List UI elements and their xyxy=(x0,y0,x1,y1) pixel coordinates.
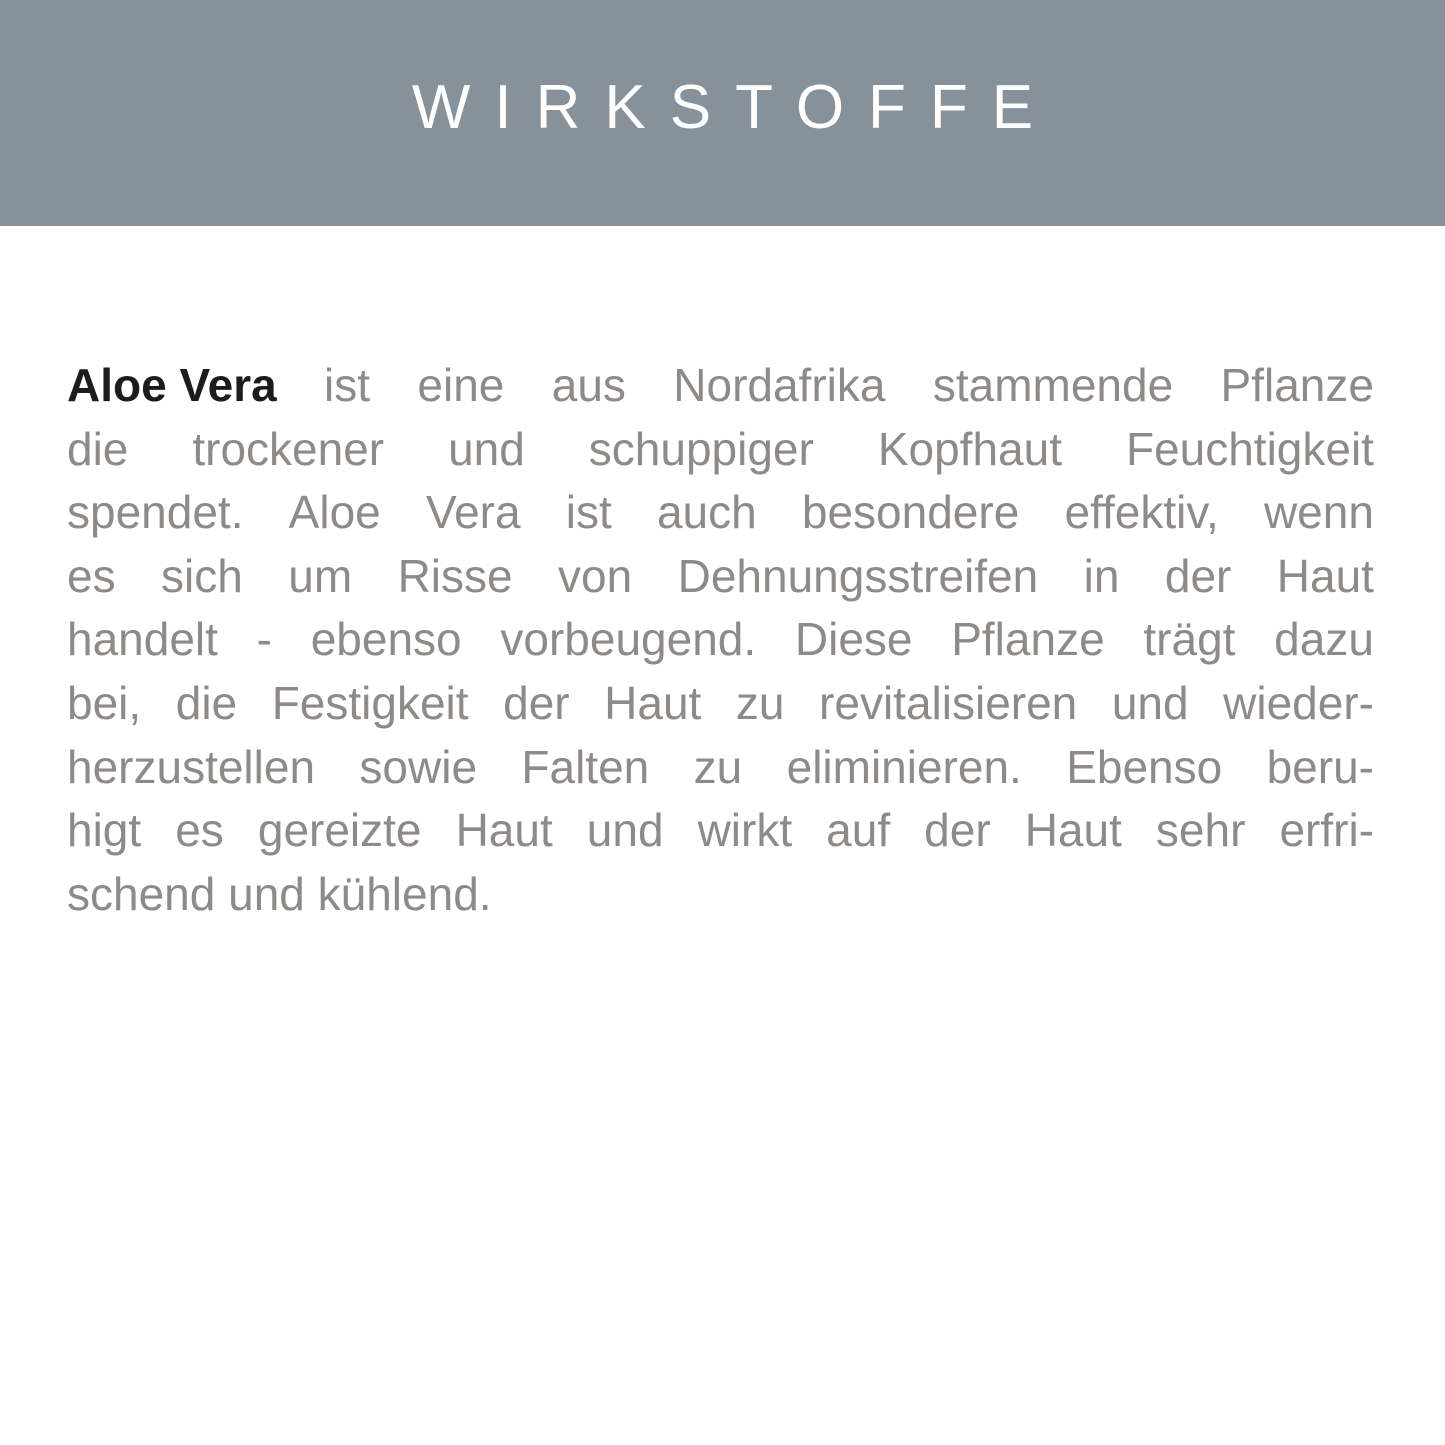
word: ist xyxy=(565,486,612,539)
word: Haut xyxy=(1276,549,1374,602)
word: Nordafrika xyxy=(673,359,886,411)
header-band xyxy=(0,0,1445,226)
word: Festigkeit xyxy=(271,676,469,729)
word: Pflanze xyxy=(951,613,1105,666)
paragraph-line-3 xyxy=(67,481,1374,545)
word: sich xyxy=(161,549,243,602)
word: der xyxy=(924,804,991,857)
word: handelt xyxy=(67,613,218,666)
word: sowie xyxy=(359,740,478,793)
paragraph-line-2 xyxy=(67,418,1374,482)
word: effektiv, xyxy=(1064,486,1219,539)
word: und xyxy=(586,804,664,857)
word: Haut xyxy=(604,676,702,729)
word: der xyxy=(503,676,570,729)
word: dazu xyxy=(1274,613,1374,666)
word: Haut xyxy=(1024,804,1122,857)
word: schuppiger xyxy=(588,422,814,475)
word: wirkt xyxy=(697,804,793,857)
word: Pflanze xyxy=(1220,359,1374,411)
word: es xyxy=(67,549,116,602)
word: bei, xyxy=(67,676,142,729)
word: erfri- xyxy=(1279,804,1374,857)
word: aus xyxy=(551,359,626,411)
word: ist xyxy=(324,359,371,411)
word: besondere xyxy=(801,486,1020,539)
word: Aloe xyxy=(288,486,381,539)
word: revitalisieren xyxy=(819,676,1078,729)
word: gereizte xyxy=(257,804,422,857)
word: beru- xyxy=(1266,740,1374,793)
paragraph-line-7 xyxy=(67,736,1374,800)
word: der xyxy=(1164,549,1232,602)
word: Dehnungsstreifen xyxy=(677,549,1039,602)
paragraph-line-4 xyxy=(67,545,1374,609)
word: trockener xyxy=(192,422,385,475)
word: auch xyxy=(656,486,757,539)
word: auf xyxy=(826,804,891,857)
paragraph-line-text: schend und kühlend. xyxy=(67,867,492,920)
word: und xyxy=(1111,676,1189,729)
word: die xyxy=(67,422,129,475)
word: higt xyxy=(67,804,142,857)
word: wenn xyxy=(1263,486,1374,539)
word: Falten xyxy=(521,740,650,793)
word: Risse xyxy=(397,549,513,602)
word: trägt xyxy=(1143,613,1236,666)
paragraph-line-8 xyxy=(67,799,1374,863)
page-title: WIRKSTOFFE xyxy=(411,72,1058,142)
word: eliminieren. xyxy=(786,740,1022,793)
word: Vera xyxy=(425,486,521,539)
word: herzustellen xyxy=(67,740,316,793)
ingredient-name: Aloe Vera xyxy=(67,359,277,411)
word: und xyxy=(448,422,525,475)
word: ebenso xyxy=(310,613,462,666)
word: von xyxy=(558,549,633,602)
description-paragraph xyxy=(67,354,1374,926)
word: - xyxy=(256,613,272,666)
word: die xyxy=(175,676,238,729)
word: Ebenso xyxy=(1066,740,1223,793)
word: vorbeugend. xyxy=(500,613,757,666)
word: zu xyxy=(735,676,785,729)
word: Feuchtigkeit xyxy=(1125,422,1374,475)
word: stammende xyxy=(932,359,1174,411)
paragraph-line-9 xyxy=(67,863,1374,927)
word: um xyxy=(288,549,353,602)
word: wieder- xyxy=(1223,676,1374,729)
word: Diese xyxy=(794,613,913,666)
word: zu xyxy=(693,740,743,793)
paragraph-line-6 xyxy=(67,672,1374,736)
paragraph-line-5 xyxy=(67,608,1374,672)
word: Haut xyxy=(455,804,553,857)
word: Kopfhaut xyxy=(877,422,1062,475)
word: in xyxy=(1083,549,1120,602)
word: sehr xyxy=(1155,804,1246,857)
paragraph-line-1 xyxy=(67,354,1374,418)
word: es xyxy=(175,804,224,857)
word: spendet. xyxy=(67,486,244,539)
word: eine xyxy=(417,359,505,411)
